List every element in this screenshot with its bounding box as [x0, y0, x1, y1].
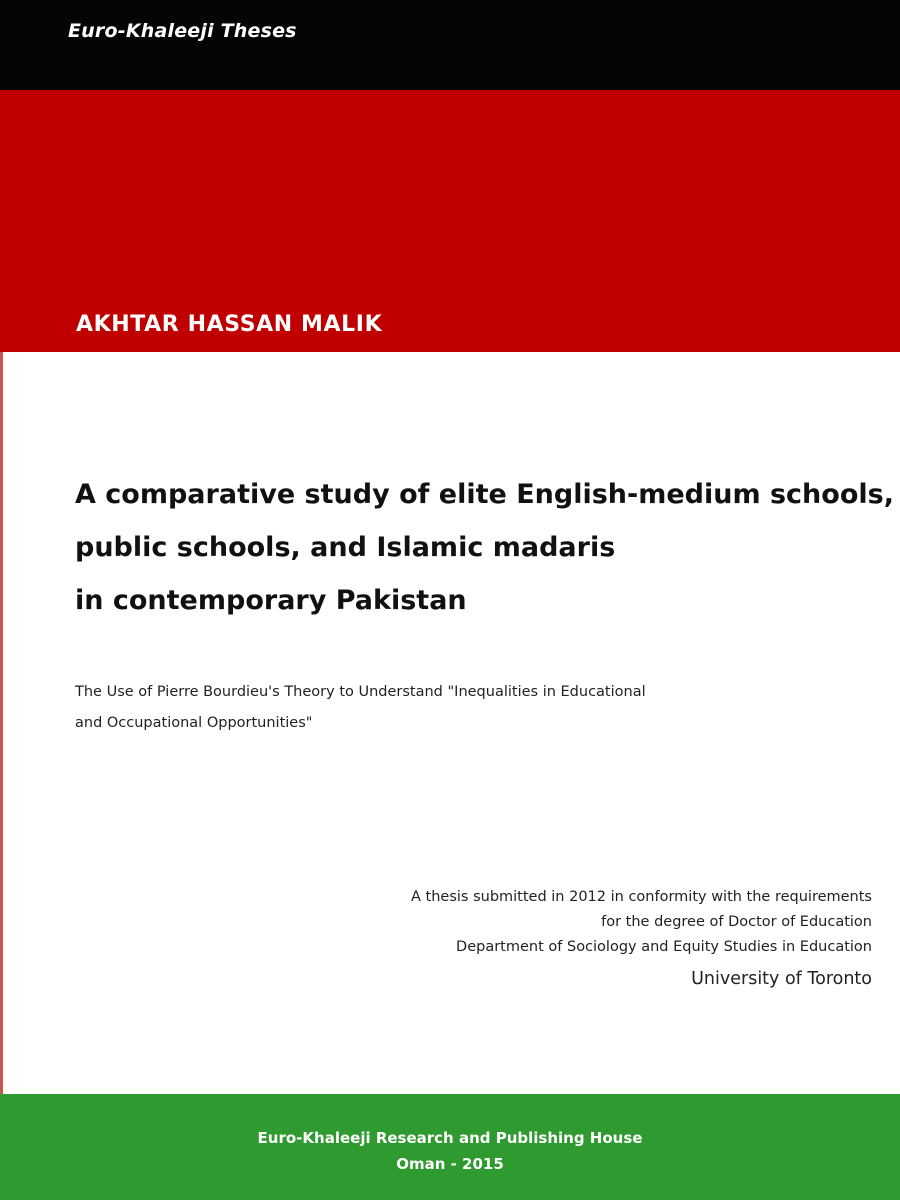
series-label: Euro-Khaleeji Theses [68, 20, 297, 42]
thesis-line: A thesis submitted in 2012 in conformity with the requirements [411, 889, 872, 905]
subtitle-line: and Occupational Opportunities" [75, 715, 313, 731]
title-line: A comparative study of elite English-medium schools, [75, 479, 894, 510]
thesis-statement [411, 885, 872, 993]
title-line: in contemporary Pakistan [75, 585, 467, 616]
publication-place-year: Oman - 2015 [396, 1155, 504, 1173]
subtitle-line: The Use of Pierre Bourdieu's Theory to Understand "Inequalities in Educational [75, 684, 646, 700]
thesis-line: Department of Sociology and Equity Studies in Education [456, 939, 872, 955]
publisher-block [0, 1125, 900, 1177]
book-title [75, 468, 894, 627]
left-edge-line [0, 352, 3, 1094]
university-name: University of Toronto [691, 969, 872, 989]
publisher-name: Euro-Khaleeji Research and Publishing House [257, 1129, 643, 1147]
title-line: public schools, and Islamic madaris [75, 532, 616, 563]
thesis-line: for the degree of Doctor of Education [601, 914, 872, 930]
author-name: AKHTAR HASSAN MALIK [76, 312, 383, 337]
top-black-band [0, 0, 900, 90]
book-subtitle [75, 677, 875, 739]
